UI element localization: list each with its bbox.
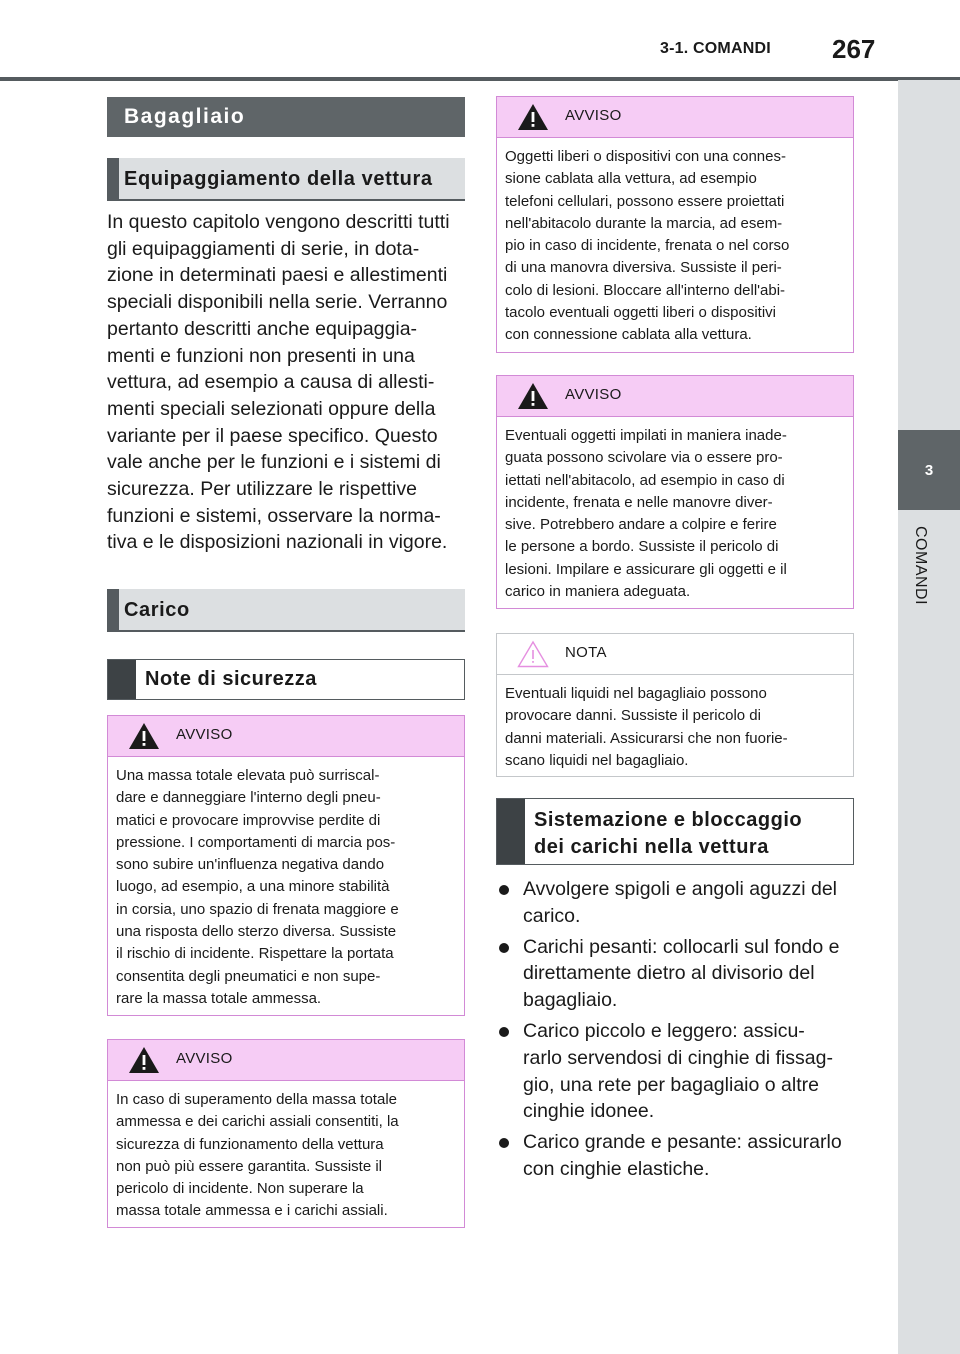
heading-equipaggiamento bbox=[107, 158, 465, 201]
heading-carico-text: Carico bbox=[124, 599, 190, 621]
intro-line: pertanto descritti anche equipaggia- bbox=[107, 317, 418, 340]
note-line: provocare danni. Sussiste il pericolo di bbox=[505, 707, 761, 725]
chapter-number: 3 bbox=[898, 430, 960, 510]
warning-line: con connessione cablata alla vettura. bbox=[505, 326, 752, 344]
warning-line: di una manovra diversiva. Sussiste il peri- bbox=[505, 259, 782, 277]
bullet-icon bbox=[499, 1027, 509, 1037]
heading-bar bbox=[107, 589, 119, 630]
intro-line: In questo capitolo vengono descritti tutti bbox=[107, 211, 450, 233]
intro-line: variante per il paese specifico. Questo bbox=[107, 424, 438, 447]
warning-title: AVVISO bbox=[565, 107, 622, 124]
warning-line: pericolo di incidente. Non superare la bbox=[116, 1180, 364, 1198]
warning-title: AVVISO bbox=[176, 1050, 233, 1067]
warning-line: massa totale ammessa e i carichi assiali. bbox=[116, 1202, 388, 1220]
header-rule bbox=[0, 77, 960, 81]
warning-line: colo di lesioni. Bloccare all'interno dell'abi- bbox=[505, 281, 786, 299]
warning-body bbox=[108, 1081, 464, 1223]
heading-line: dei carichi nella vettura bbox=[534, 836, 769, 858]
note-title: NOTA bbox=[565, 644, 607, 661]
section-title: 3-1. COMANDI bbox=[660, 40, 771, 57]
warning-box bbox=[107, 1039, 465, 1228]
warning-line: Oggetti liberi o dispositivi con una connes- bbox=[505, 148, 786, 165]
chapter-label: COMANDI bbox=[912, 526, 929, 606]
warning-line: luogo, ad esempio, a una minore stabilità bbox=[116, 878, 390, 896]
bullet-icon bbox=[499, 1138, 509, 1148]
list-item bbox=[499, 1129, 859, 1183]
intro-line: sicurezza. Per utilizzare le rispettive bbox=[107, 478, 417, 501]
heading-line: Sistemazione e bloccaggio bbox=[534, 809, 803, 831]
warning-line: consentita degli pneumatici e non supe- bbox=[116, 967, 381, 985]
warning-title: AVVISO bbox=[176, 726, 233, 743]
heading-carico bbox=[107, 589, 465, 632]
warning-line: matici e provocare improvvise perdite di bbox=[116, 811, 381, 829]
warning-triangle-icon bbox=[128, 1046, 160, 1074]
heading-bar bbox=[108, 660, 136, 699]
note-box bbox=[496, 633, 854, 777]
list-item-line: gio, una rete per bagagliaio o altre bbox=[523, 1073, 819, 1096]
intro-line: gli equipaggiamenti di serie, in dota- bbox=[107, 237, 420, 260]
note-body bbox=[497, 675, 853, 772]
list-item-line: direttamente dietro al divisorio del bbox=[523, 962, 815, 985]
list-item bbox=[499, 1018, 859, 1125]
warning-line: in corsia, uno spazio di frenata maggiore e bbox=[116, 900, 399, 918]
warning-line: Eventuali oggetti impilati in maniera inade- bbox=[505, 427, 787, 444]
warning-line: carico in maniera adeguata. bbox=[505, 583, 691, 601]
list-item-line: rarlo servendosi di cinghie di fissag- bbox=[523, 1046, 833, 1069]
warning-line: pio in caso di incidente, frenata o nel corso bbox=[505, 237, 790, 255]
warning-line: una risposta dello sterzo diversa. Sussiste bbox=[116, 923, 397, 941]
warning-line: guata possono scivolare via o essere pro- bbox=[505, 449, 783, 467]
intro-line: menti e funzioni non presenti in una bbox=[107, 344, 415, 367]
bullet-icon bbox=[499, 943, 509, 953]
list-item-line: Avvolgere spigoli e angoli aguzzi del bbox=[523, 878, 838, 900]
warning-body bbox=[108, 757, 464, 1010]
warning-box bbox=[107, 715, 465, 1016]
intro-line: vale anche per le funzioni e i sistemi di bbox=[107, 451, 441, 474]
list-item-line: Carico piccolo e leggero: assicu- bbox=[523, 1019, 805, 1042]
intro-line: vettura, ad esempio a causa di allesti- bbox=[107, 371, 435, 394]
list-item-line: carico. bbox=[523, 904, 581, 927]
warning-line: sono subire un'influenza negativa dando bbox=[116, 856, 385, 874]
warning-box bbox=[496, 375, 854, 609]
list-item-line: bagagliaio. bbox=[523, 989, 618, 1012]
warning-line: sive. Potrebbero andare a colpire e ferire bbox=[505, 516, 777, 534]
warning-line: iettati nell'abitacolo, ad esempio in caso di bbox=[505, 471, 785, 489]
heading-sistemazione bbox=[496, 798, 854, 865]
warning-line: sicurezza di funzionamento della vettura bbox=[116, 1135, 384, 1153]
warning-header bbox=[108, 716, 464, 757]
list-item bbox=[499, 934, 859, 1014]
warning-header bbox=[497, 376, 853, 417]
intro-line: speciali disponibili nella serie. Verranno bbox=[107, 291, 448, 314]
warning-title: AVVISO bbox=[565, 386, 622, 403]
warning-header bbox=[108, 1040, 464, 1081]
warning-line: il rischio di incidente. Rispettare la portata bbox=[116, 945, 394, 963]
warning-triangle-icon bbox=[517, 103, 549, 131]
list-item bbox=[499, 876, 859, 930]
list-item-line: cinghie idonee. bbox=[523, 1100, 655, 1123]
warning-line: sione cablata alla vettura, ad esempio bbox=[505, 170, 757, 188]
warning-header bbox=[497, 97, 853, 138]
note-triangle-icon bbox=[517, 640, 549, 668]
bullet-icon bbox=[499, 885, 509, 895]
note-header bbox=[497, 634, 853, 675]
warning-line: rare la massa totale ammessa. bbox=[116, 989, 322, 1007]
warning-triangle-icon bbox=[517, 382, 549, 410]
heading-bar bbox=[497, 799, 525, 864]
warning-line: pressione. I comportamenti di marcia pos- bbox=[116, 833, 396, 851]
page-number: 267 bbox=[832, 34, 876, 64]
note-line: Eventuali liquidi nel bagagliaio possono bbox=[505, 685, 767, 702]
warning-line: nell'abitacolo durante la marcia, ad esem- bbox=[505, 214, 783, 232]
warning-triangle-icon bbox=[128, 722, 160, 750]
warning-line: tacolo eventuali oggetti liberi o dispositivi bbox=[505, 304, 776, 322]
heading-note-sicurezza-text: Note di sicurezza bbox=[145, 668, 317, 690]
warning-line: lesioni. Impilare e assicurare gli oggetti e il bbox=[505, 560, 787, 578]
list-item-line: con cinghie elastiche. bbox=[523, 1157, 710, 1180]
intro-line: funzioni e sistemi, osservare la norma- bbox=[107, 504, 441, 527]
intro-line: zione in determinati paesi e allestimenti bbox=[107, 264, 448, 287]
warning-line: incidente, frenata e nelle manovre diver- bbox=[505, 493, 773, 511]
warning-line: le persone a bordo. Sussiste il pericolo di bbox=[505, 538, 779, 556]
heading-sistemazione-text bbox=[534, 807, 802, 861]
intro-line: menti speciali selezionati oppure della bbox=[107, 397, 436, 420]
warning-body bbox=[497, 138, 853, 347]
warning-line: non può più essere garantita. Sussiste il bbox=[116, 1157, 382, 1175]
chapter-side-tab bbox=[898, 80, 960, 1354]
warning-line: Una massa totale elevata può surriscal- bbox=[116, 767, 380, 784]
heading-bar bbox=[107, 158, 119, 199]
warning-line: dare e danneggiare l'interno degli pneu- bbox=[116, 789, 381, 807]
list-item-line: Carichi pesanti: collocarli sul fondo e bbox=[523, 935, 840, 958]
intro-line: tiva e le disposizioni nazionali in vigore. bbox=[107, 531, 448, 554]
warning-line: telefoni cellulari, possono essere proiettati bbox=[505, 192, 785, 210]
warning-box bbox=[496, 96, 854, 353]
heading-bagagliaio: Bagagliaio bbox=[107, 97, 465, 137]
warning-body bbox=[497, 417, 853, 603]
note-line: danni materiali. Assicurarsi che non fuorie- bbox=[505, 729, 788, 747]
intro-paragraph bbox=[107, 209, 467, 556]
warning-line: ammessa e dei carichi assiali consentiti, la bbox=[116, 1113, 399, 1131]
note-line: scano liquidi nel bagagliaio. bbox=[505, 751, 689, 769]
heading-note-sicurezza bbox=[107, 659, 465, 700]
heading-equipaggiamento-text: Equipaggiamento della vettura bbox=[124, 168, 433, 190]
list-item-line: Carico grande e pesante: assicurarlo bbox=[523, 1131, 842, 1154]
warning-line: In caso di superamento della massa totale bbox=[116, 1091, 397, 1108]
bullet-list bbox=[499, 876, 859, 1187]
